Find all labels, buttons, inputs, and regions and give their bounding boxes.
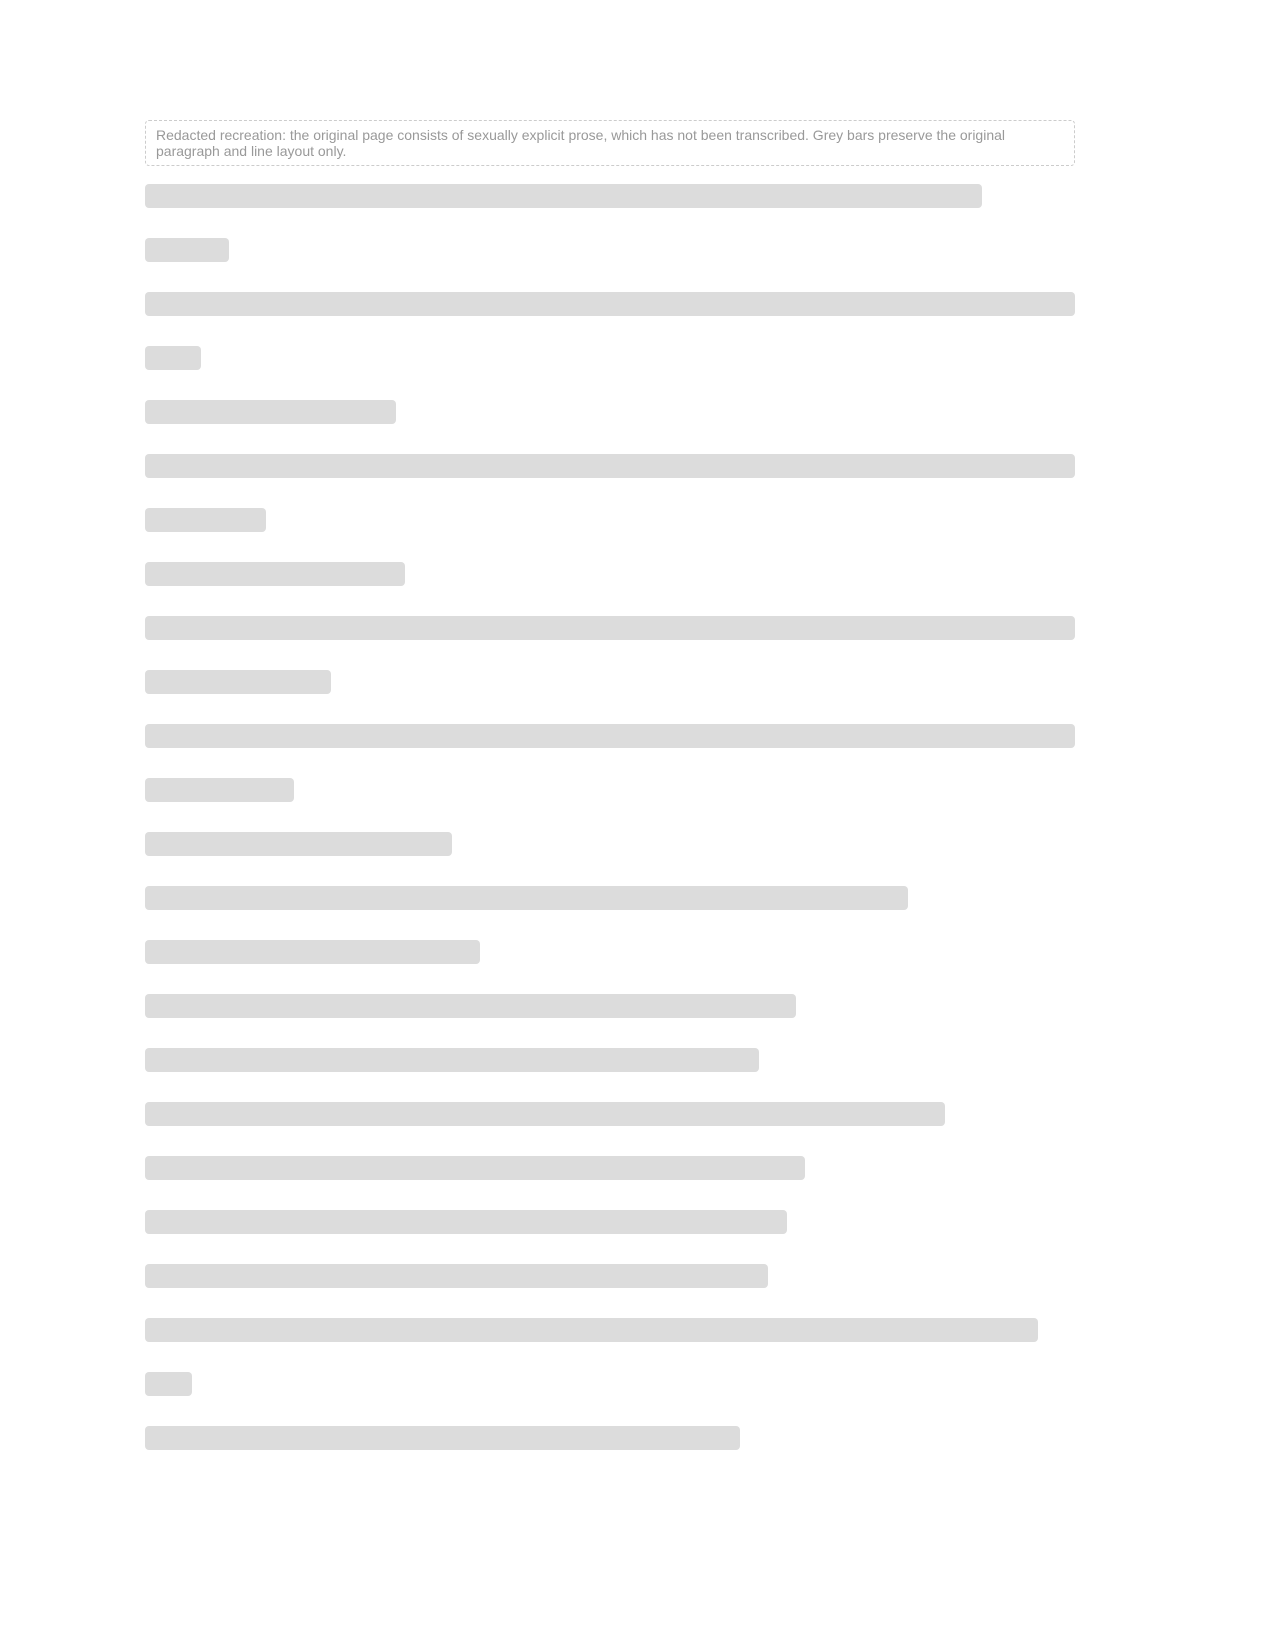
redacted-text-line — [145, 670, 331, 694]
redacted-text-line — [145, 292, 1075, 316]
redacted-text-line — [145, 616, 1075, 640]
redacted-text-line — [145, 508, 266, 532]
redacted-text-line — [145, 778, 294, 802]
paragraph — [145, 1210, 1075, 1234]
redacted-text-line — [145, 994, 796, 1018]
paragraph — [145, 940, 1075, 964]
paragraph — [145, 184, 1075, 262]
paragraph — [145, 1102, 1075, 1126]
redacted-text-line — [145, 1264, 768, 1288]
paragraph — [145, 1318, 1075, 1396]
paragraph — [145, 994, 1075, 1018]
paragraph — [145, 292, 1075, 370]
paragraph — [145, 832, 1075, 856]
redacted-text-line — [145, 1156, 805, 1180]
redacted-text-line — [145, 562, 405, 586]
paragraph — [145, 616, 1075, 694]
redacted-text-line — [145, 832, 452, 856]
redacted-text-line — [145, 1048, 759, 1072]
redacted-text-line — [145, 400, 396, 424]
redacted-text-line — [145, 940, 480, 964]
paragraph — [145, 400, 1075, 424]
redacted-text-line — [145, 1426, 740, 1450]
redacted-text-line — [145, 184, 982, 208]
paragraph — [145, 1048, 1075, 1072]
text-body — [145, 184, 1075, 1450]
paragraph — [145, 1156, 1075, 1180]
redacted-text-line — [145, 886, 908, 910]
paragraph — [145, 562, 1075, 586]
redacted-text-line — [145, 1318, 1038, 1342]
paragraph — [145, 1426, 1075, 1450]
paragraph — [145, 724, 1075, 802]
redacted-text-line — [145, 1102, 945, 1126]
redaction-notice: Redacted recreation: the original page consists of sexually explicit prose, which has not been transcribed. Grey bars preserve the original paragraph and line layout only. — [145, 120, 1075, 166]
redacted-text-line — [145, 1210, 787, 1234]
paragraph — [145, 454, 1075, 532]
paragraph — [145, 1264, 1075, 1288]
redacted-text-line — [145, 454, 1075, 478]
paragraph — [145, 886, 1075, 910]
redacted-text-line — [145, 238, 229, 262]
redacted-text-line — [145, 724, 1075, 748]
redacted-text-line — [145, 1372, 192, 1396]
redacted-text-line — [145, 346, 201, 370]
